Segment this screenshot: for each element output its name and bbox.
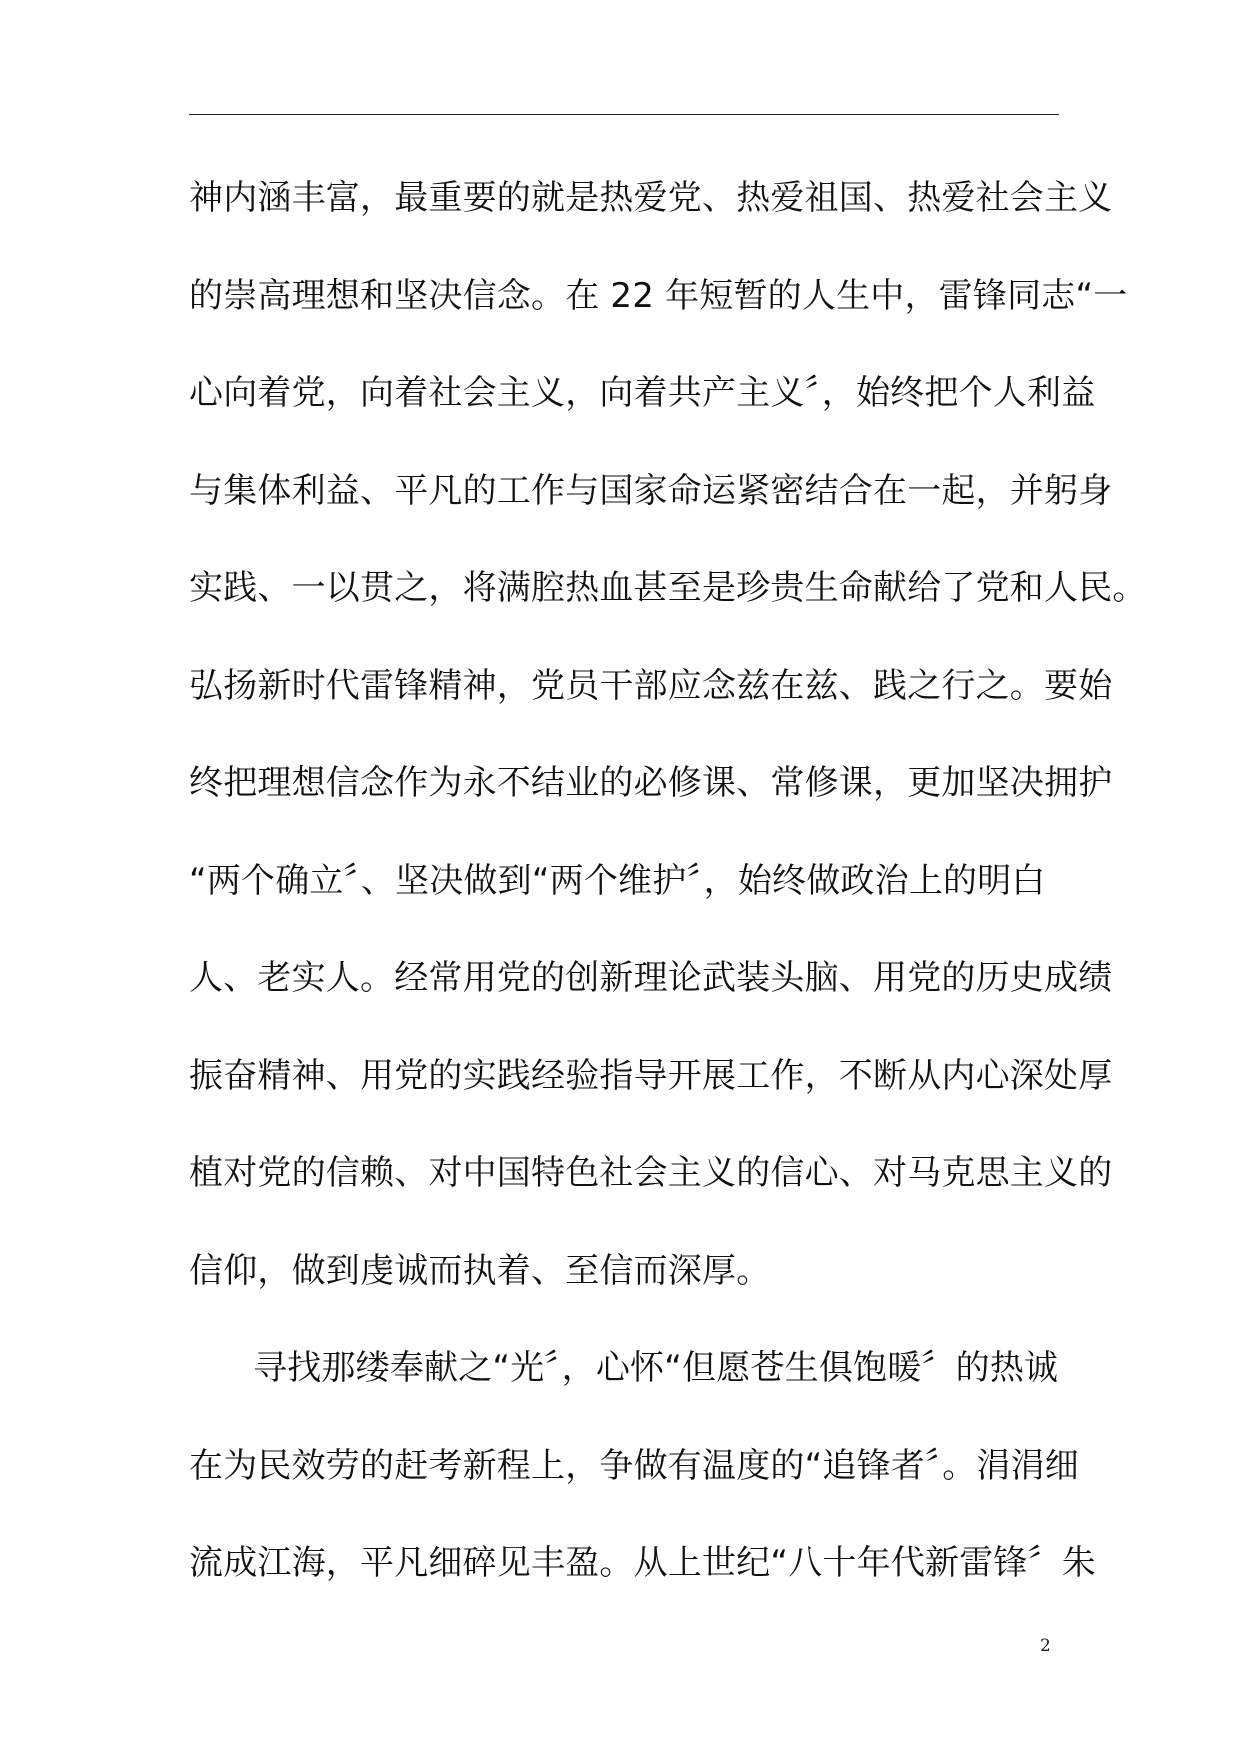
text-line: 植对党的信赖、对中国特色社会主义的信心、对马克思主义的 (189, 1153, 1113, 1193)
paragraph-start-line: 寻找那缕奉献之“光〞，心怀“但愿苍生俱饱暖〞的热诚 (253, 1348, 1059, 1388)
text-line: 与集体利益、平凡的工作与国家命运紧密结合在一起，并躬身 (189, 470, 1113, 511)
header-rule (189, 114, 1059, 115)
page-number: 2 (1040, 1636, 1051, 1656)
text-line: 振奋精神、用党的实践经验指导开展工作，不断从内心深处厚 (189, 1055, 1113, 1096)
text-line: 终把理想信念作为永不结业的必修课、常修课，更加坚决拥护 (189, 763, 1113, 803)
text-line: 流成江海，平凡细碎见丰盈。从上世纪“八十年代新雷锋〞朱 (189, 1543, 1097, 1583)
body-text (189, 168, 1147, 1631)
text-line: 在为民效劳的赶考新程上，争做有温度的“追锋者〞。涓涓细 (189, 1445, 1080, 1486)
text-line: 神内涵丰富，最重要的就是热爱党、热爱祖国、热爱社会主义 (189, 178, 1113, 218)
text-line: 的崇高理想和坚决信念。在 22 年短暂的人生中，雷锋同志“一 (189, 275, 1128, 316)
text-line: “两个确立〞、坚决做到“两个维护〞，始终做政治上的明白 (189, 860, 1046, 901)
text-line: 实践、一以贯之，将满腔热血甚至是珍贵生命献给了党和人民。 (189, 568, 1147, 608)
text-line: 人、老实人。经常用党的创新理论武装头脑、用党的历史成绩 (189, 958, 1113, 998)
text-line: 弘扬新时代雷锋精神，党员干部应念兹在兹、践之行之。要始 (189, 665, 1113, 706)
text-line: 心向着党，向着社会主义，向着共产主义〞，始终把个人利益 (189, 373, 1096, 413)
text-line: 信仰，做到虔诚而执着、至信而深厚。 (189, 1250, 771, 1291)
